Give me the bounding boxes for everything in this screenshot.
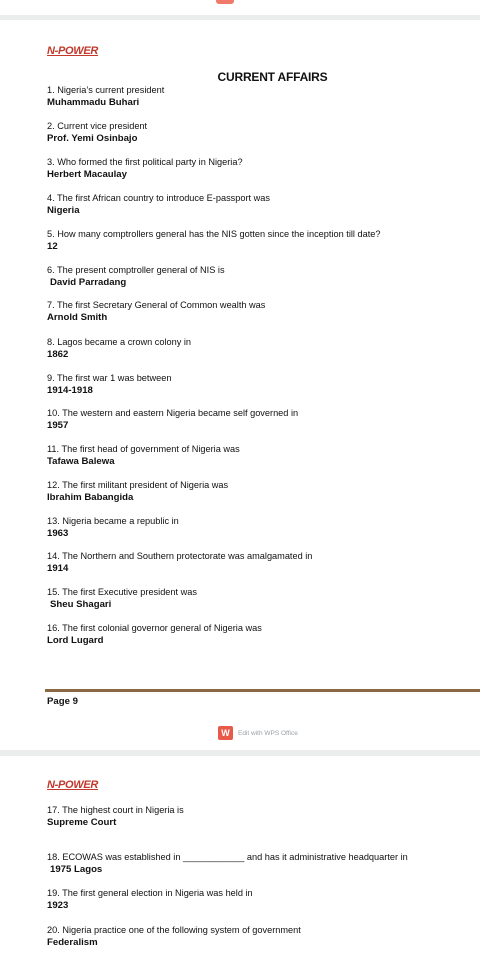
- answer-5: 12: [47, 241, 58, 252]
- answer-13: 1963: [47, 528, 69, 539]
- answer-1: Muhammadu Buhari: [47, 97, 140, 108]
- question-20: 20. Nigeria practice one of the following system of government: [47, 925, 301, 935]
- question-6: 6. The present comptroller general of NIS is: [47, 265, 225, 275]
- question-10: 10. The western and eastern Nigeria became self governed in: [47, 408, 299, 418]
- question-13: 13. Nigeria became a republic in: [47, 516, 179, 526]
- answer-10: 1957: [47, 420, 69, 431]
- footer-divider: [45, 689, 480, 692]
- answer-20: Federalism: [47, 937, 98, 948]
- previous-page-edge: [0, 0, 480, 15]
- question-12: 12. The first militant president of Nigeria was: [47, 480, 229, 490]
- document-page-10: [0, 756, 480, 960]
- section-heading: CURRENT AFFAIRS: [217, 70, 328, 84]
- answer-19: 1923: [47, 900, 69, 911]
- document-page-9: [0, 20, 480, 750]
- question-19: 19. The first general election in Nigeria was held in: [47, 888, 253, 898]
- brand-title: N-POWER: [47, 779, 99, 791]
- question-16: 16. The first colonial governor general of Nigeria was: [47, 623, 262, 633]
- edit-with-wps-link[interactable]: [218, 726, 298, 740]
- question-9: 9. The first war 1 was between: [47, 373, 172, 383]
- wps-label: Edit with WPS Office: [238, 729, 298, 737]
- answer-11: Tafawa Balewa: [47, 456, 115, 467]
- question-14: 14. The Northern and Southern protectorate was amalgamated in: [47, 551, 313, 561]
- answer-3: Herbert Macaulay: [47, 169, 127, 180]
- question-4: 4. The first African country to introduce E-passport was: [47, 193, 270, 203]
- brand-title: N-POWER: [47, 45, 99, 57]
- answer-17: Supreme Court: [47, 817, 117, 828]
- wps-badge-icon: [216, 0, 234, 4]
- question-1: 1. Nigeria’s current president: [47, 85, 165, 95]
- answer-9: 1914-1918: [47, 385, 93, 396]
- question-7: 7. The first Secretary General of Common wealth was: [47, 300, 266, 310]
- answer-18: 1975 Lagos: [50, 864, 103, 875]
- question-2: 2. Current vice president: [47, 121, 148, 131]
- answer-4: Nigeria: [47, 205, 80, 216]
- answer-7: Arnold Smith: [47, 312, 108, 323]
- question-17: 17. The highest court in Nigeria is: [47, 805, 184, 815]
- wps-office-icon: W: [218, 726, 233, 740]
- question-11: 11. The first head of government of Nigeria was: [47, 444, 240, 454]
- page-number: Page 9: [47, 696, 78, 707]
- question-18: 18. ECOWAS was established in ____________ and has it administrative headquarter in: [47, 852, 408, 862]
- answer-16: Lord Lugard: [47, 635, 104, 646]
- question-15: 15. The first Executive president was: [47, 587, 197, 597]
- answer-12: Ibrahim Babangida: [47, 492, 134, 503]
- question-5: 5. How many comptrollers general has the NIS gotten since the inception till date?: [47, 229, 381, 239]
- question-8: 8. Lagos became a crown colony in: [47, 337, 192, 347]
- answer-6: David Parradang: [50, 277, 127, 288]
- answer-2: Prof. Yemi Osinbajo: [47, 133, 138, 144]
- question-3: 3. Who formed the first political party in Nigeria?: [47, 157, 243, 167]
- answer-14: 1914: [47, 563, 69, 574]
- answer-8: 1862: [47, 349, 69, 360]
- answer-15: Sheu Shagari: [50, 599, 112, 610]
